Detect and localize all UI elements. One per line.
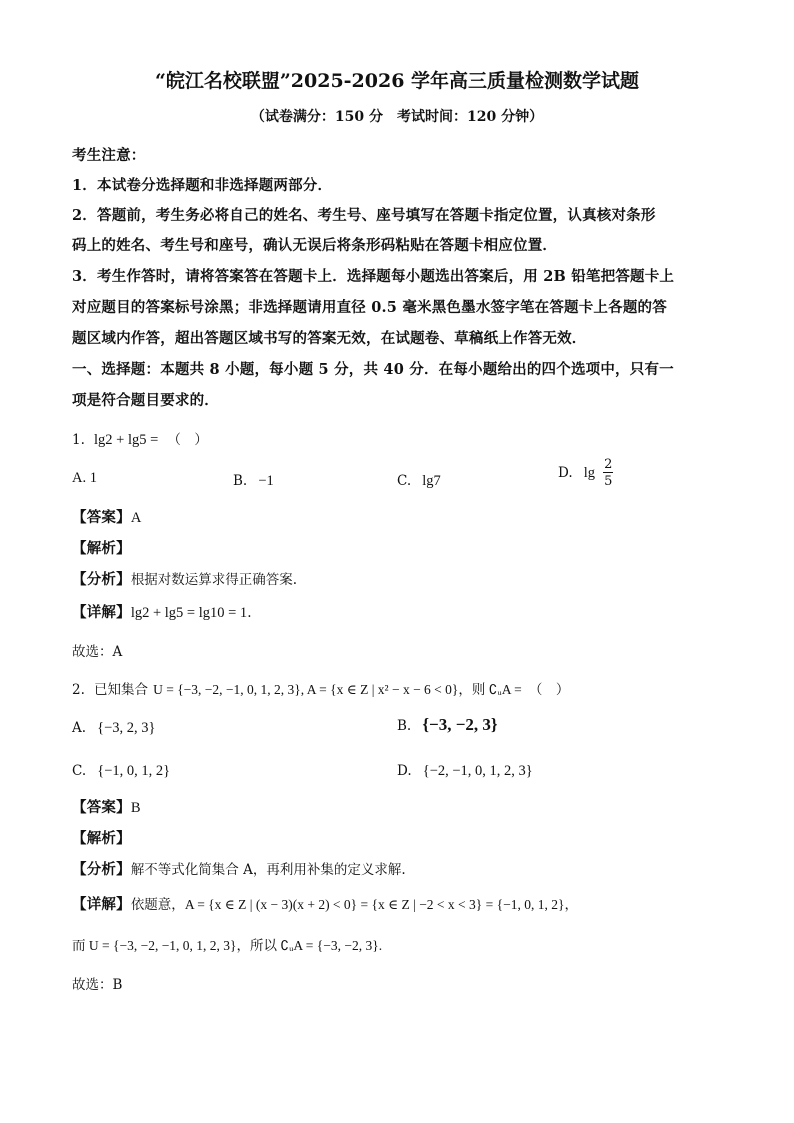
notice-item-2-line-2: 码上的姓名、考生号和座号，确认无误后将条形码粘贴在答题卡相应位置． [72,237,558,254]
answer-blank: （ ） [167,432,208,448]
analysis-tag: 【分析】 [72,571,131,588]
option-label: D. [558,465,573,481]
denominator: 5 [604,474,613,489]
question-stem-prefix: 已知集合 [93,682,148,698]
option-value: lg7 [422,473,441,489]
analysis-text: 根据对数运算求得正确答案. [130,572,298,588]
notice-item-3-line-2: 对应题目的答案标号涂黑；非选择题请用直径 0.5 毫米黑色墨水签字笔在答题卡上各题的答 [72,299,667,316]
option-value: {−3, 2, 3} [97,720,156,736]
analysis-text: 解不等式化简集合 A，再利用补集的定义求解. [130,862,406,878]
question-2 [72,678,569,698]
notice-item-3-line-3: 题区域内作答，超出答题区域书写的答案无效，在试题卷、草稿纸上作答无效． [72,330,587,347]
option-label: C. [397,473,412,489]
option-value: {−1, 0, 1, 2} [97,763,171,779]
numerator: 2 [604,457,613,472]
q2-analysis [72,858,406,879]
detail-end: . [247,605,252,621]
q1-analysis [72,568,297,589]
fraction [603,458,613,488]
q1-answer [72,506,141,527]
q1-detail [72,601,251,622]
question-stem: lg2 + lg5 = [93,432,159,448]
section-1-heading-line-1: 一、选择题：本题共 8 小题，每小题 5 分，共 40 分．在每小题给出的四个选项中，只有一 [72,361,674,378]
option-value: lg [583,464,596,481]
notice-item-2-line-1: 2．答题前，考生务必将自己的姓名、考生号、座号填写在答题卡指定位置，认真核对条形 [72,207,656,224]
notice-item-3-line-1: 3．考生作答时，请将答案答在答题卡上．选择题每小题选出答案后，用 2B 铅笔把答题卡上 [72,268,675,285]
answer-tag: 【答案】 [72,509,131,526]
detail-math: A = {x ∈ Z | (x − 3)(x + 2) < 0} = {x ∈ Z | −2 < x < 3} = {−1, 0, 1, 2}， [184,897,578,912]
option-label: C. [72,763,87,779]
option-label: B. [397,718,412,734]
question-number: 2. [72,682,85,698]
answer-tag: 【答案】 [72,799,131,816]
answer-value: A [130,510,142,526]
q2-option-a [72,717,156,737]
q1-option-b [233,470,274,490]
q2-answer [72,796,140,817]
q1-jiexi-tag: 【解析】 [72,540,131,557]
q2-detail-line-1 [72,893,578,914]
q2-option-d [397,760,533,780]
q1-option-c [397,470,441,490]
option-value: −1 [258,473,274,489]
detail-tag: 【详解】 [72,896,131,913]
q1-option-a: A. 1 [72,470,97,486]
question-1 [72,428,208,449]
question-number: 1. [72,432,85,448]
detail-math: lg2 + lg5 = lg10 = 1 [130,605,248,621]
option-label: A. [72,720,87,736]
q2-option-b [397,715,498,735]
answer-blank: （ ） [528,682,570,698]
option-label: D. [397,763,412,779]
detail-prefix: 依题意， [130,897,185,913]
q2-option-c [72,760,170,780]
detail-tag: 【详解】 [72,604,131,621]
exam-subtitle: （试卷满分：150 分 考试时间：120 分钟） [250,109,544,125]
section-1-heading-line-2: 项是符合题目要求的． [72,392,219,409]
option-value: {−2, −1, 0, 1, 2, 3} [422,763,533,779]
notice-item-1: 1．本试卷分选择题和非选择题两部分． [72,177,333,194]
q2-jiexi-tag: 【解析】 [72,830,131,847]
notice-heading: 考生注意： [72,147,146,164]
question-stem-set: U = {−3, −2, −1, 0, 1, 2, 3}, A = {x ∈ Z | x² − x − 6 < 0}，则 ∁ᵤA = [153,682,522,697]
option-label: B. [233,473,248,489]
option-value: {−3, −2, 3} [422,715,498,734]
q1-option-d [558,458,613,488]
exam-title: “皖江名校联盟”2025-2026 学年高三质量检测数学试题 [154,70,640,92]
q2-detail-line-2: 而 U = {−3, −2, −1, 0, 1, 2, 3}，所以 ∁ᵤA = {−3, −2, 3}. [72,938,383,953]
answer-value: B [130,800,141,816]
q2-choose: 故选：B [72,977,123,993]
q1-choose: 故选：A [72,644,123,660]
analysis-tag: 【分析】 [72,861,131,878]
